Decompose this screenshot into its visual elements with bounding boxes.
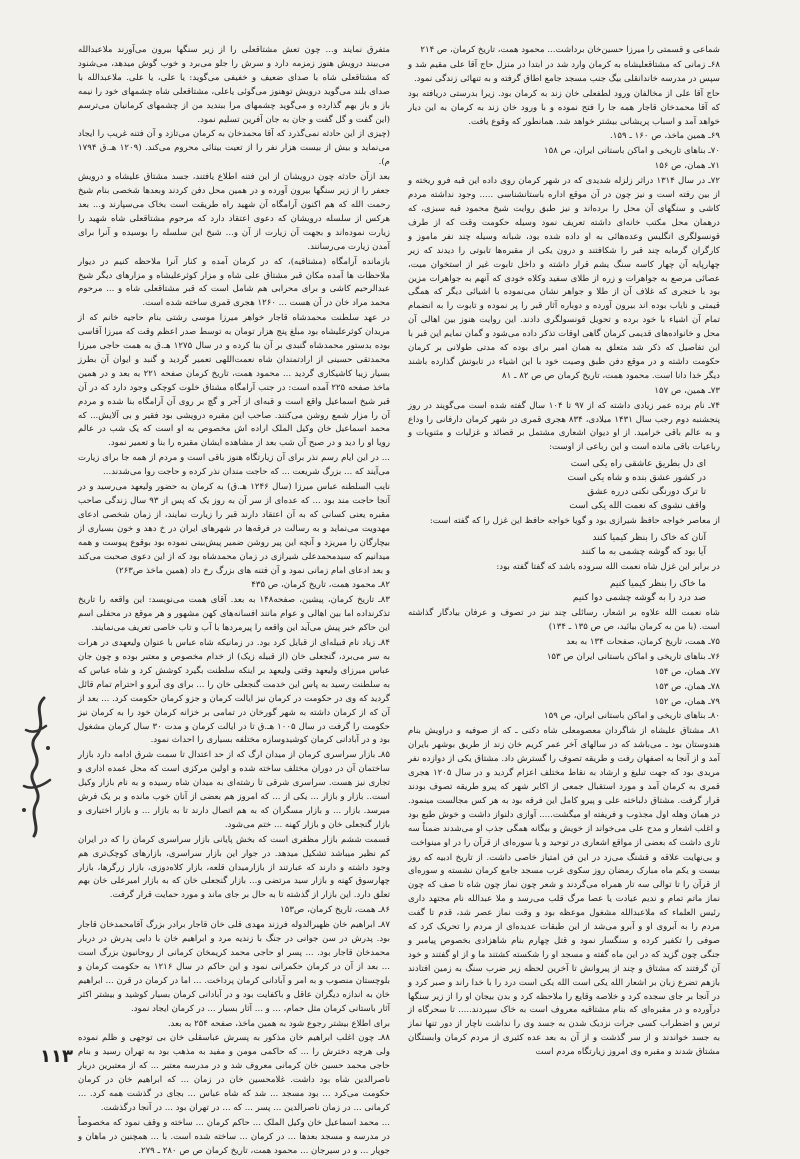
footnote-paragraph: و بی‌نهایت علاقه و قشنگ می‌زد در این فن امتیاز خاصی داشت. از تاریخ ادبیه که روز بیست و یکم ماه مبارک رمضان روز سکوی غرب مسجد جامع کرمان نشسته و سوره‌ای از قرآن را تا توالی سه تار همراه می‌گردند و شعر چون نماز چون شاه تا صف که چون نماز ماتم تمام و ندیم عیادت یا عصا مرگ قلب می‌رسد و ملا عبدالله نام مجتهد داری رئیس العلماء که ملاعبدالله مشغول موعظه بود و وقت نماز عصر شد، قدم تا گفت مردم را به آبروی او و آبرو می‌شد از این طبقات عدیده‌ای از مردم را تحریک کرد که صوفی را تکفیر کرده و سنگسار نمود و قتل چهارم بنام شاهزادی بخصوص پیامبر و جنگی چون گزید که در این ماه گفته و مسجد او را شکسته کشتند ما و از او گفتند و خود آن گرفتند که مشتاق و چند از پیروانش تا آخرین لحظه زیر ضرب سنگ به زمین افتادند بازهم تضرع زبان بر اشعار الله یکی است الله یکی است درد را با خدا راند و صبر کرد و در آنجا بر جای سجده کرد و خلاصه وقایع را ملاحظه کرد و بدن بیجان او را از زیر سنگها درآورده و در مقبره‌ای که بنام مشتاقیه معروف است به خاک سپردند..... تا سحرگاه از ترس و اضطراب کسی جرات نزدیک شدن به جسد وی را نداشت ناچار از دور تنها نماز به جسد خواندند و از سر گذشت و از آن به بعد عده کثیری از مردم کرمان وابستگان مشتاق شدند و مقبره وی امروز زیارتگاه مردم است xyxy=(408,852,720,1058)
footnote-paragraph: قسمت ششم بازار مظفری است که بخش پایانی بازار سراسری کرمان را که در ایران کم نظیر میباشد تشکیل میدهد. در جوار این بازار سراسری، بازارهای کوچک‌تری هم وجود داشته و دارند که عبارتند از بازارمیدان قلعه، بازار کلاه‌دوزی، بازار زرگرها، بازار چهارسوق کهنه و بازار سید مرتضی و... بازار گنجعلی خان که به بازار امیرعلی خان بهم تعلق دارد. این بازار از گذشته تا به حال بر جای ماند و مورد حمایت قرار گرفت. xyxy=(78,834,390,901)
footnote-paragraph: متفرق نمایند و... چون تعش مشتاقعلی را از زیر سنگها بیرون می‌آورند ملاعبدالله می‌بیند درویش هنوز زمزمه دارد و سرش را جلو می‌برد و خوب گوش میدهد، می‌شنود که مشتاقعلی شاه با صدای ضعیف و خفیفی می‌گوید: یا علی، یا علی. ملاعبدالله با صدای بلند می‌گوید درویش توهنوز می‌گوئی یاعلی، مشتاقعلی شاه چشمهای خود را نیمه باز و باز بهم گذارده و می‌گوید چشمهای مرا ببندید من از چشمهای کرمانیان می‌ترسم (این گفت و گل گفت و جان به جان آفرین تسلیم نمود. xyxy=(78,45,390,125)
footnote-paragraph: نایب السلطنه عباس میرزا (سال ۱۲۴۶ هـ.ق) به کرمان به حضور ولیعهد می‌رسید و در آنجا حاجت مند بود ... که عده‌ای از سر آن به روز یک که پس از ۹۳ سال زندگی صاحب مقبره یعنی کسانی که به آن اعتقاد دارند قبر را زیارت نمایند، از زمان شخصی ادعای مهدویت می‌نماید و به رسالت در فرقه‌ها در شهرهای ایران در خ دهد و خون بسیاری از بیچارگان را میریزد و آنچه این پیر روشن ضمیر پیش‌بینی نموده بود بوقوع پیوست و همه میدانیم که سیدمحمدعلی شیرازی در زمان محمدشاه بود که از این دعوی صحبت می‌کند و بعد ادعای امام زمانی نمود و آن فتنه های بزرگ رخ داد (همین ماخذ ص۲۶۳) xyxy=(78,482,390,576)
footnote-paragraph: در برابر این غزل شاه نعمت الله سروده باشد که گفتا گفته بود: xyxy=(496,562,720,573)
footnote-paragraph: ۷۴ـ نام برده عمر زیادی داشته که از ۹۷ تا ۱۰۴ سال گفته شده است می‌گویند در روز پنجشنبه دوم رجب سال ۱۴۳۱ میلادی، ۸۳۴ هجری قمری در شهر کرمان دارفانی را وداع و به عالم باقی خرامید. از او دیوان اشعاری مشتمل بر قصائد و غزلیات و مثنویات و رباعیات باقی مانده است و این رباعی از اوست: xyxy=(408,400,720,453)
right-column-notes-b xyxy=(408,515,720,529)
footnote-paragraph: ۷۹ـ همان، ص ۱۵۲ xyxy=(654,696,720,707)
footnote-paragraph: ۷۱ـ همان، ص ۱۵۶ xyxy=(654,161,720,172)
right-column-notes-c xyxy=(408,561,720,575)
page-number: ۱۱۳ xyxy=(40,1046,73,1067)
footnote-paragraph: ۸۴ـ زیاد نام قبیله‌ای از قبایل کرد بود. در زمانیکه شاه عباس با عنوان ولیعهدی در هرات به سر می‌برد، گنجعلی خان (از قبیله زیک) از خدام مخصوص و معتبر بوده و چون جان عباس میرزای ولیعهد وقتی ولیعهد بر اینکه سلطنت بگیرد کوشش کرد و شاه عباس که به سلطنت رسید به پاس این خدمت گنجعلی خان را ... برای وی آبرو و احترام تمام قائل گردید که وی در حکومت در کرمان نیز ایالت کرمان و جزو کرمان حکومت کرد. ... بعد از آن که از کرمان داشته به شهر گورخان در تمامی بر خزانه کرمان خود را به کرمان نیز حکومت را گرفت در سال ۱۰۰۵ هـ.ق تا در ایالت کرمان و مدت ۳۰ سال کرمان مشغول بود و در آبادانی کرمان کوشیدوسازه مختلفه بسیاری را احداث نمود. xyxy=(78,638,390,746)
footnote-paragraph: ۸۳ـ تاریخ کرمان، پیشین، صفحه۱۴۸ به بعد. آقای همت می‌نویسد: این واقعه را تاریخ تذکرنداده اما بین اهالی و عوام مانند افسانه‌های کهن مشهور و هر موقع در محفلی اسم این حاکم خبر پیش می‌آید این واقعه را پیرمردها با آب و تاب خاصی تعریف می‌نمایند. xyxy=(78,595,390,634)
footnote-paragraph: ۷۶ـ بناهای تاریخی و اماکن باستانی ایران ص ۱۵۳ xyxy=(546,651,720,662)
footnote-paragraph: بعد ازآن حادثه چون درویشان از این فتنه اطلاع یافتند، جسد مشتاق علیشاه و درویش جعفر را از زیر سنگها بیرون آورده و در همین محل دفن کردند وبعدها شخصی بنام شیخ رحمت الله که هم اکنون آرامگاه آن شهید راه طریقت است بخاک می‌سپارند و... بعد هرکس از سلسله درویشان که دعوی اعتقاد دارد که مرحوم مشتاقعلی شاه شهید را زیارت نموده‌اند و بجهت آن زیارت از آن و... شیخ این سلسله را بوسیده و آنرا برای آمدن زیارت می‌رسانند. xyxy=(78,172,390,252)
footnote-paragraph: ۷۷ـ همان، ص ۱۵۴ xyxy=(654,666,720,677)
poem-verse xyxy=(408,471,720,485)
footnote-paragraph: برای اطلاع بیشتر رجوع شود به همین ماخذ، صفحه ۲۵۴ به بعد. xyxy=(167,1018,390,1029)
poem-verse xyxy=(408,531,720,545)
footnote-paragraph: ۸۸ـ چون اغلب ابراهیم خان مذکور به پسرش عباسقلی خان بی توجهی و ظلم نموده ولی هرچه دخترش را ... که حاکمی مومن و مفید به مذهب بود به تهران رسید و بنام حاجی محمد حسین خان کرمانی معروف شد و در مدرسه معتبر ... که از معتبرین دربار ناصرالدین شاه بود داشت. غلامحسین خان در زمان ... که ابراهیم خان در کرمان حکومت می‌کرد ... بود مسجد ... شد که شاه عباس ... بجای در گذشت همه کرد. ... کرمانی ... در زمان ناصرالدین ... پسر ... که ... در تهران بود ... در آنجا درگذشت. xyxy=(78,1033,390,1113)
kerman-calligraphy-logo xyxy=(14,690,60,840)
poem-verse xyxy=(408,591,720,605)
footnote-paragraph: ۸۲ـ محمود همت، تاریخ کرمان، ص ۴۳۵ xyxy=(251,580,390,591)
footnote-paragraph: در عهد سلطنت محمدشاه قاجار خواهر میرزا موسی رشتی بنام حاجیه خانم که از مریدان کوثرعلیشاه بود مبلغ پنج هزار تومان به توسط صدر اعظم وقت که میرزا آقاسی بوده بدستور محمدشاه گنبدی بر آن بنا کرده و در سال ۱۲۷۵ هـ.ق به همت حاجی میرزا محمدتقی حسینی از ارادتمندان شاه نعمت‌اللهی تعمیر گردید و گنبد و ایوان آن بطرز بسیار زیبا کاشیکاری گردید ... محمود همت، تاریخ کرمان صفحه ۲۲۱ به بعد و در همین ماخذ صفحه ۲۲۵ آمده است: در جنب آرامگاه مشتاق خلوت کوچکی وجود دارد که در آن قبر شیخ اسماعیل واقع است و قبه‌ای از آجر و گچ بر روی آن آرامگاه بنا شده و مردم آن را مزار شمع روشن می‌کنند. صاحب این مقبره درویشی بود فقیر و بی آلایش... که محمد اسماعیل خان وکیل الملک اراده اش مخصوص به او است که یک شب در عالم رویا او را دید و در صبح آن شب بعد از مشاهده ایشان مقبره را بنا و تعمیر نمود. xyxy=(78,313,391,449)
footnote-paragraph: ۸۱ـ مشتاق علیشاه از شاگردان معصومعلی شاه دکنی ـ که از صوفیه و دراویش بنام هندوستان بود ـ می‌باشد که در سالهای آخر عمر کریم خان زند از طریق بوشهر بایران آمد و از آنجا به اصفهان رفت و طریقه تصوف را گسترش داد. مشتاق یکی از دوازده نفر مریدی بود که جهت تبلیغ و ارشاد به نقاط مختلف اعزام گردید و در سال ۱۲۰۵ هجری قمری به کرمان آمد و مورد استقبال جمعی از اکابر شهر که پیرو طریقه تصوف بودند قرار گرفت. مشتاق دلباخته علی و پیرو کامل این فرقه بود به هر کس مجالست مینمود. در همان وهله اول مجذوب و فریفته او میگشت..... آوازی دلنواز داشت و خوش طبع بود و اغلب اشعار و مدح علی می‌خواند از خویش و بیگانه همگی جذب او می‌شدند ضمناً سه تاری داشت که بعضی از مواقع اشعاری در توحید و یا سوره‌ای از قرآن را در او مینواخت xyxy=(408,726,721,848)
right-column-notes-a xyxy=(408,44,720,455)
footnote-paragraph: ۸۷ـ ابراهیم خان ظهیرالدوله فرزند مهدی قلی خان قاجار برادر بزرگ آقامحمدخان قاجار بود. پدرش در سن جوانی در جنگ با زندیه مرد و ابراهیم خان با دایی پدرش در دربار محمدخان قاجار بود. ... پسر او حاجی محمد کریمخان کرمانی از روحانیون بزرگ است ... بعد از آن در کرمان حکمرانی نمود و این حاکم در سال ۱۲۱۶ به حکومت کرمان و بلوچستان منصوب و به امر و آبادانی کرمان پرداخت. ... اما در کرمان در قرن ... ابراهیم خان به اندازه دیگران عاقل و باکفایت بود و در آبادانی کرمان بسیار کوشید و بیشتر اکثر آثار باستانی کرمان مثل حمام، ... و ... آثار بسیار ... در کرمان ایجاد نمود. xyxy=(78,920,390,1014)
footnote-paragraph: (چیزی از این حادثه نمی‌گذرد که آقا محمدخان به کرمان می‌تازد و آن فتنه غریب را ایجاد می‌نماید و بیش از بیست هزار نفر را از تعیت بینائی محروم می‌کند. (۱۲۰۹ هـ.ق ۱۷۹۴ م). xyxy=(78,129,390,168)
poem-verse xyxy=(408,545,720,559)
verse-hemistich: ای دل بطریق عاشقی راه یکی است xyxy=(570,459,706,470)
poem-verse xyxy=(408,485,720,499)
left-column xyxy=(78,44,391,1156)
footnote-paragraph: شماعی و قسمتی را میرزا حسین‌خان برداشت... محمود همت، تاریخ کرمان، ص ۲۱۴ xyxy=(420,45,720,55)
right-column xyxy=(408,44,720,1059)
poem-rubai xyxy=(408,457,720,513)
right-column-notes-d xyxy=(408,607,720,1060)
footnote-paragraph: ... محمد اسماعیل خان وکیل الملک ... حاکم کرمان ... ساخته و وقف نمود که مخصوصاً در مدرسه و مسجد بعدها ... در کرمان ... ساخته شده است. با ... همچنین در ماهان و جوپار ... و در سیرجان ... محمود همت، تاریخ کرمان ص ص ۲۸۰ ـ ۲۷۹. xyxy=(78,1117,390,1156)
footnote-paragraph: ۷۰ـ بناهای تاریخی و اماکن باستانی ایران، ص ۱۵۸ xyxy=(544,146,720,157)
footnote-paragraph: حاج آقا علی از مخالفان ورود لطفعلی خان زند به کرمان بود. زیرا بدرستی دریافته بود که آقا محمدخان قاجار همه جا را فتح نموده و با ورود خان زند به کرمان به این دیار خواهد آمد و اسباب پریشانی بیشتر خواهد شد. همانطور که وقوع یافت. xyxy=(408,88,720,127)
document-page xyxy=(78,44,721,1156)
footnote-paragraph: بازمانده آرامگاه (مشتاقیه)، که در کرمان آمده و کنار آنرا ملاحظه کنیم در دیوار ملاحظات ها آمده مکان قبر مشتاق علی شاه و مزار کوثرعلیشاه و مزارهای دیگر شیخ عبدالرحیم کاشی و برای محرابی هم شامل است که قبر مشتاقعلی شاه و ... مرحوم محمد مراد خان در آن هست ... ۱۲۶۰ هجری قمری ساخته شده است. xyxy=(78,256,390,309)
footnote-paragraph: ۷۵ـ همت، تاریخ کرمان، صفحات ۱۳۴ به بعد xyxy=(566,636,720,647)
verse-hemistich: در کشور عشق بنده و شاه یکی است xyxy=(567,473,706,484)
verse-hemistich: واقف نشوی که نعمت الله یکی است xyxy=(569,501,706,512)
footnote-paragraph: ... در این ایام رسم نذر برای آن زیارتگاه هنوز باقی است و مردم از همه جا برای زیارت می‌آیند که ... بزرگ شریعت ... که حاجت مندان نذر کرده و حاجت روا می‌شدند... xyxy=(78,453,390,478)
footnote-paragraph: ۸۵ـ بازار سراسری کرمان از میدان ارگ که از حد اعتدال تا سمت شرق ادامه دارد بازار ساختمان آن در دوران مختلف ساخته شده و اولین مرکزی است که محل عمده اداری و تجاری نیز هست. سراسری شرقی تا رشته‌ای به میدان شاه رسیده و به نام بازار وکیل است.. بازار و بازار ... یکی از ... که امروز هم بعضی از آنان خوب مانده و بر یک فرش میرسد. بازار ... و بازار مسگران که به هم اتصال دارند تا به بازار ... و بازار اختیاری و بازار گنجعلی خان و بازار کهنه ... ختم می‌شود. xyxy=(78,750,390,830)
verse-hemistich: صد درد را به گوشه چشمی دوا کنیم xyxy=(572,593,706,604)
footnote-paragraph: ۶۹ـ همین ماخذ، ص ۱۶۰ ـ ۱۵۹. xyxy=(610,131,720,142)
left-column-notes xyxy=(78,44,390,1159)
poem-verse xyxy=(408,577,720,591)
footnote-paragraph: ۷۸ـ همان، ص ۱۵۳ xyxy=(654,681,720,692)
verse-hemistich: آنان که خاک را بنظر کیمیا کنند xyxy=(592,533,706,544)
footnote-paragraph: ۸۶ـ همت، تاریخ کرمان، ص۱۵۳ xyxy=(280,905,390,916)
footnote-paragraph: ۷۲ـ در سال ۱۳۱۴ دراثر زلزله شدیدی که در شهر کرمان روی داده این قبه فرو ریخته و از بین رفته است و نیز چون در آن موقع اداره باستانشناسی ..... وجود نداشته مردم کاشی و سنگهای آن محل را برده‌اند و نیز طبق روایت شیخ محمود قبه سبزی، که درهمان محل مکتب خانه‌ای داشته تعریف نمود وسیله حکومت وقت که از طرف قونسولگری انگلیس وعده‌هائی به او داده شده بود، شبانه وسیله چند نفر ماموز و کارگران گرمابه چند قبر را شکافتند و درون یکی از مقبره‌ها تابوتی را دیدند که زیر چهارپایه آن چهار کاسه سنگ یشم قرار داشته و داخل تابوت غیر از استخوان میت، عصائی مرصع به جواهرات و زره از طلای سفید وکلاه خودی که آنهم به جواهرات مزین بود با خنجری که غلاف آن از طلا و جواهر نشان می‌نموده با اشیائی دیگر که همگی قیمتی و نایاب بوده اند بیرون آورده و دوباره آثار قبر را پر نموده و تابوت را به انضمام تمام آن اشیاء با خود برده و تحویل قونسولگری دادند. این روایت هنوز بین اهالی آن محل و خانواده‌های قدیمی کرمان گاهی اوقات تذکر داده می‌شود و گمان نمایم این قبر با این تفاصیل که ذکر شد متعلق به همان امیر برای بوده که مدتی طولانی بر کرمان حکومت داشته و در موقع دفن طبق وصیت خود با این اشیاء در تابوتش گذارده باشند دیگر خدا دانا است. محمود همت، تاریخ کرمان ص ص ۸۲ ـ ۸۱ xyxy=(408,176,720,381)
footnote-paragraph: ۸۰ـ بناهای تاریخی و اماکن باستانی ایران، ص ۱۵۹ xyxy=(544,711,720,722)
poem-verse xyxy=(408,499,720,513)
footnote-paragraph: ۷۳ـ همین، ص ۱۵۷ xyxy=(654,385,720,396)
poem-hafez xyxy=(408,531,720,559)
footnote-paragraph: ۶۸ـ زمانی که مشتاقعلیشاه به کرمان وارد شد در ابتدا در منزل حاج آقا علی مقیم شد و سپس در مدرسه خاندانقلی بیگ جنب مسجد جامع اطاق گرفته و به تنهائی زندگی نمود. xyxy=(408,59,720,84)
verse-hemistich: تا ترک دورنگی نکنی درره عشق xyxy=(587,487,706,498)
poem-verse xyxy=(408,457,720,471)
poem-nimatullah xyxy=(408,577,720,605)
footnote-paragraph: شاه نعمت الله علاوه بر اشعار، رسائلی چند نیز در تصوف و عرفان بیادگار گذاشته است. (با من به کرمان بیائید، ص ص ۱۳۵ ـ ۱۳۴) xyxy=(408,608,720,632)
verse-hemistich: ما خاک را بنظر کیمیا کنیم xyxy=(609,579,706,590)
verse-hemistich: آیا بود که گوشه چشمی به ما کنند xyxy=(581,547,706,558)
footnote-paragraph: از معاصر خواجه حافظ شیرازی بود و گویا خواجه حافظ این غزل را که گفته است: xyxy=(429,516,720,527)
